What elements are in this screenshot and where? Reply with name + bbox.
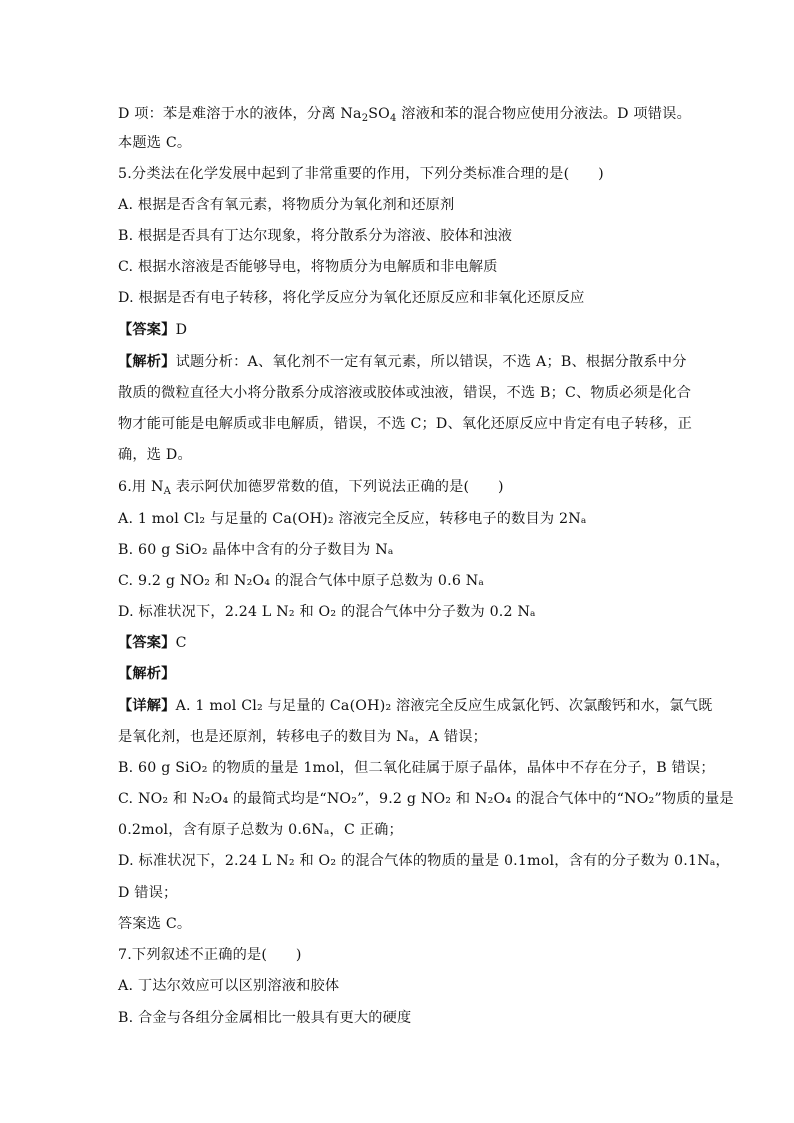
question-5-option-a: A. 根据是否含有氧元素，将物质分为氧化剂和还原剂 <box>118 197 455 213</box>
answer-tag: 【答案】 <box>118 635 176 651</box>
text: 溶液和苯的混合物应使用分液法。D 项错误。 <box>396 106 691 122</box>
text: 表示阿伏加德罗常数的值，下列说法正确的是( ) <box>171 479 504 495</box>
question-7-option-b: B. 合金与各组分金属相比一般具有更大的硬度 <box>118 1010 412 1026</box>
question-6-analysis-tag: 【解析】 <box>118 666 176 682</box>
question-6-option-a: A. 1 mol Cl₂ 与足量的 Ca(OH)₂ 溶液完全反应，转移电子的数目为 2Nₐ <box>118 511 587 527</box>
question-5-option-b: B. 根据是否具有丁达尔现象，将分散系分为溶液、胶体和浊液 <box>118 228 513 244</box>
question-6-detail-c-line-2: 0.2mol，含有原子总数为 0.6Nₐ，C 正确； <box>118 822 403 838</box>
question-6-answer <box>118 634 688 652</box>
question-5-analysis-line-1 <box>118 353 688 371</box>
question-6-conclusion: 答案选 C。 <box>118 916 192 932</box>
question-7-option-a: A. 丁达尔效应可以区别溶液和胶体 <box>118 978 340 994</box>
subscript: 2 <box>361 113 369 124</box>
subscript: A <box>163 486 172 497</box>
text: 6.用 N <box>118 479 164 495</box>
subscript: 4 <box>390 113 397 124</box>
detail-tag: 【详解】 <box>118 698 176 714</box>
question-5-analysis-line-4: 确，选 D。 <box>118 447 192 463</box>
text-line-conclusion: 本题选 C。 <box>118 135 192 151</box>
question-6-detail-d-line-1: D. 标准状况下，2.24 L N₂ 和 O₂ 的混合气体的物质的量是 0.1mol，含有的分子数为 0.1Nₐ， <box>118 853 730 869</box>
question-6-detail-c-line-1: C. NO₂ 和 N₂O₄ 的最简式均是“NO₂”，9.2 g NO₂ 和 N₂O₄ 的混合气体中的“NO₂”物质的量是 <box>118 791 734 807</box>
question-6-detail-a-line-2: 是氧化剂，也是还原剂，转移电子的数目为 Nₐ，A 错误； <box>118 729 488 745</box>
detail-text: A. 1 mol Cl₂ 与足量的 Ca(OH)₂ 溶液完全反应生成氯化钙、次氯酸钙和水，氯气既 <box>175 698 713 714</box>
analysis-text: 试题分析：A、氧化剂不一定有氧元素，所以错误，不选 A；B、根据分散系中分 <box>175 354 687 370</box>
question-6-detail-d-line-2: D 错误； <box>118 885 178 901</box>
question-6-option-b: B. 60 g SiO₂ 晶体中含有的分子数目为 Nₐ <box>118 542 394 558</box>
question-6-stem <box>118 478 688 496</box>
question-6-detail-a-line-1 <box>118 697 713 715</box>
question-6-option-c: C. 9.2 g NO₂ 和 N₂O₄ 的混合气体中原子总数为 0.6 Nₐ <box>118 573 485 589</box>
analysis-tag: 【解析】 <box>118 354 176 370</box>
question-7-stem: 7.下列叙述不正确的是( ) <box>118 947 302 963</box>
answer-tag: 【答案】 <box>118 322 176 338</box>
question-5-analysis-line-3: 物才能可能是电解质或非电解质，错误，不选 C；D、氧化还原反应中肯定有电子转移，正 <box>118 416 693 432</box>
question-5-option-c: C. 根据水溶液是否能够导电，将物质分为电解质和非电解质 <box>118 259 498 275</box>
question-6-option-d: D. 标准状况下，2.24 L N₂ 和 O₂ 的混合气体中分子数为 0.2 Nₐ <box>118 604 536 620</box>
question-5-answer <box>118 321 688 339</box>
text-line-d-option <box>118 105 691 124</box>
question-5-option-d: D. 根据是否有电子转移，将化学反应分为氧化还原反应和非氧化还原反应 <box>118 290 585 306</box>
question-5-analysis-line-2: 散质的微粒直径大小将分散系分成溶液或胶体或浊液，错误，不选 B；C、物质必须是化合 <box>118 385 692 401</box>
text: SO <box>368 106 391 122</box>
answer-value: D <box>175 322 188 338</box>
answer-value: C <box>175 635 187 651</box>
text: D 项：苯是难溶于水的液体，分离 Na <box>118 106 362 122</box>
question-5-stem: 5.分类法在化学发展中起到了非常重要的作用，下列分类标准合理的是( ) <box>118 166 604 182</box>
question-6-detail-b: B. 60 g SiO₂ 的物质的量是 1mol，但二氧化硅属于原子晶体，晶体中不存在分子，B 错误； <box>118 760 715 776</box>
